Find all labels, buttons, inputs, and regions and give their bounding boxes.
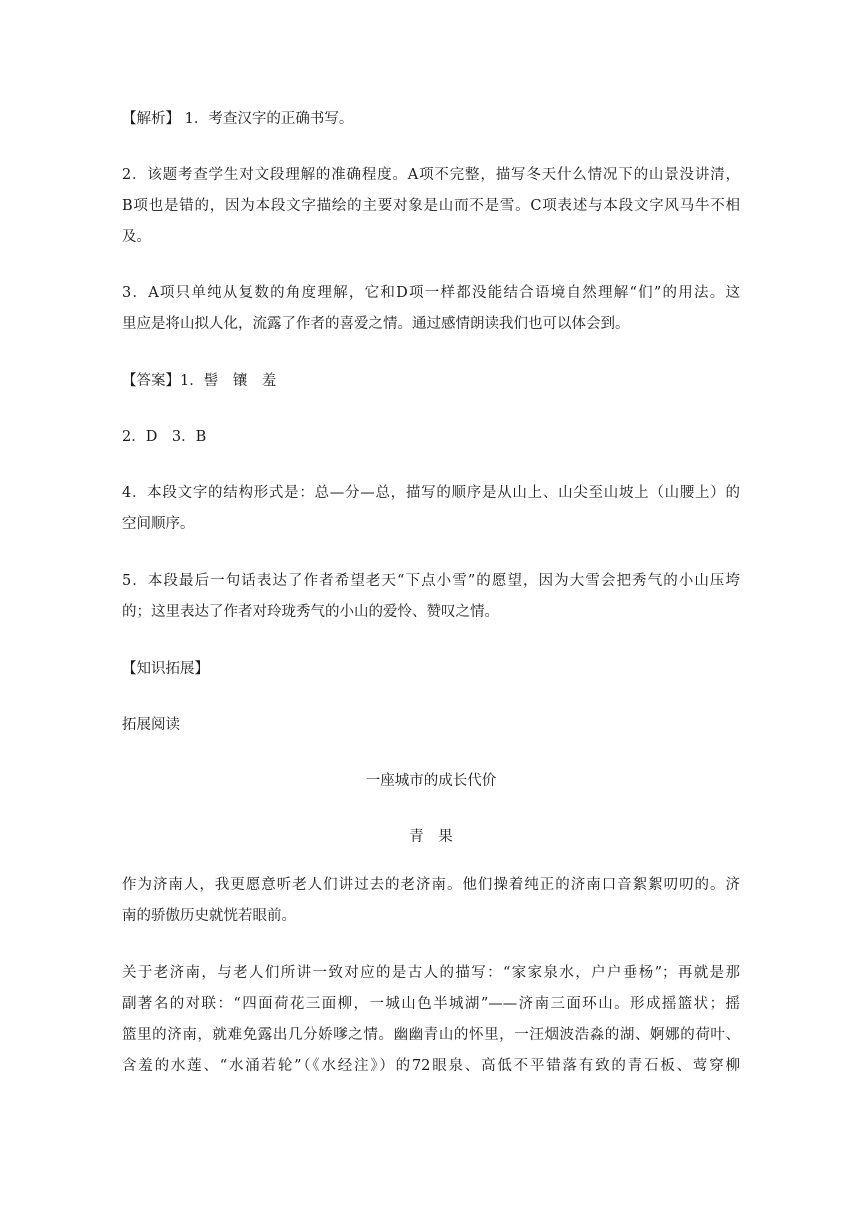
analysis-item-2-line-3: 及。: [122, 229, 151, 245]
article-paragraph-1-line-1: 作为济南人，我更愿意听老人们讲过去的老济南。他们操着纯正的济南口音絮絮叨叨的。济: [122, 877, 740, 893]
analysis-item-3-line-1: 3．A项只单纯从复数的角度理解，它和D项一样都没能结合语境自然理解“们”的用法。这: [122, 285, 740, 301]
analysis-item-3-line-2: 里应是将山拟人化，流露了作者的喜爱之情。通过感情朗读我们也可以体会到。: [122, 316, 630, 332]
knowledge-heading: 【知识拓展】: [122, 661, 209, 677]
article-paragraph-2: [122, 958, 740, 1082]
analysis-item-3: [122, 278, 740, 340]
answer-item-5-line-2: 的；这里表达了作者对玲珑秀气的小山的爱怜、赞叹之情。: [122, 604, 499, 620]
article-paragraph-1: [122, 870, 740, 932]
article-paragraph-2-line-3: 篮里的济南，就难免露出几分娇嗲之情。幽幽青山的怀里，一汪烟波浩淼的湖、婀娜的荷叶、: [122, 1027, 740, 1043]
article-paragraph-2-line-4: 含羞的水莲、“水涌若轮”（《水经注》）的72眼泉、高低不平错落有致的青石板、莺穿柳: [122, 1058, 740, 1074]
answer-item-4-line-2: 空间顺序。: [122, 516, 195, 532]
article-title: 一座城市的成长代价: [365, 773, 497, 789]
extended-reading-label: 拓展阅读: [122, 717, 180, 733]
answer-item-5: [122, 566, 740, 628]
answer-item-5-line-1: 5．本段最后一句话表达了作者希望老天“下点小雪”的愿望，因为大雪会把秀气的小山压垮: [122, 573, 740, 589]
answer-item-4-line-1: 4．本段文字的结构形式是：总—分—总，描写的顺序是从山上、山尖至山坡上（山腰上）的: [122, 485, 740, 501]
answer-item-4: [122, 478, 740, 540]
answer-item-2-3: 2．D 3．B: [122, 429, 207, 445]
analysis-item-2-line-2: B项也是错的，因为本段文字描绘的主要对象是山而不是雪。C项表述与本段文字风马牛不相: [122, 198, 740, 214]
answer-heading: 【答案】1．髻 镶 羞: [122, 373, 277, 389]
analysis-item-2-line-1: 2．该题考查学生对文段理解的准确程度。A项不完整，描写冬天什么情况下的山景没讲清，: [122, 167, 740, 183]
article-author: 青 果: [409, 829, 453, 845]
analysis-heading: 【解析】 1．考查汉字的正确书写。: [122, 111, 354, 127]
analysis-item-2: [122, 160, 740, 253]
article-paragraph-2-line-2: 副著名的对联：“四面荷花三面柳，一城山色半城湖”——济南三面环山。形成摇篮状；摇: [122, 996, 740, 1012]
article-paragraph-1-line-2: 南的骄傲历史就恍若眼前。: [122, 908, 296, 924]
article-paragraph-2-line-1: 关于老济南，与老人们所讲一致对应的是古人的描写：“家家泉水，户户垂杨”；再就是那: [122, 965, 740, 981]
